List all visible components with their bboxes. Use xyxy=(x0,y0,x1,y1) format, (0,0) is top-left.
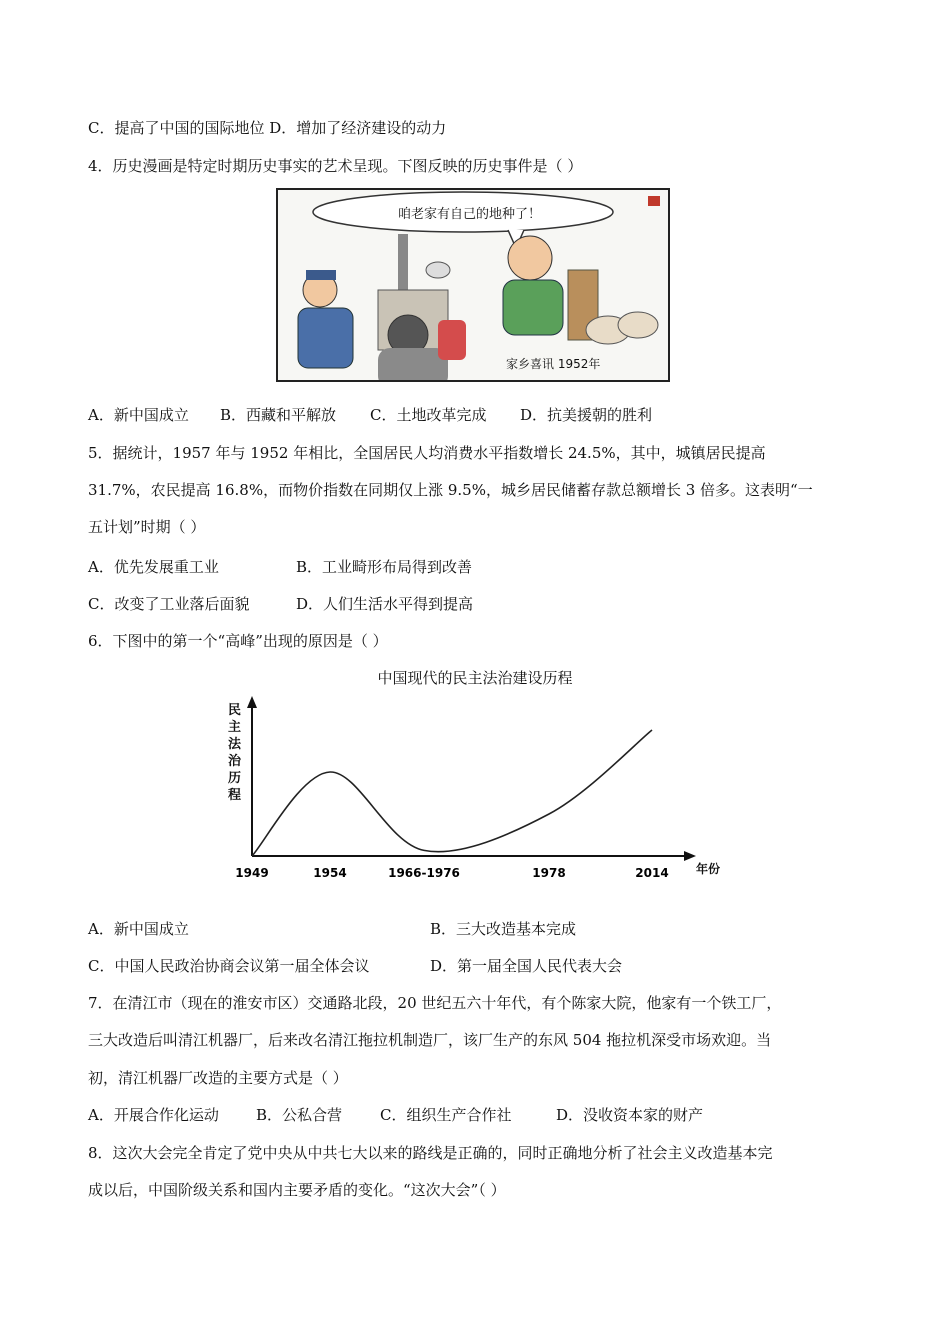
y-axis-label: 民主法治历程 xyxy=(228,703,242,803)
q6-option-b: B．三大改造基本完成 xyxy=(430,920,577,938)
x-tick-label: 1978 xyxy=(532,866,566,880)
x-tick-label: 1966-1976 xyxy=(388,866,460,880)
q5-line-3: 五计划”时期（ ） xyxy=(88,518,206,536)
q5-line-1: 5．据统计，1957 年与 1952 年相比，全国居民人均消费水平指数增长 24.5%，其中，城镇居民提高 xyxy=(88,444,766,462)
cartoon-caption: 家乡喜讯 1952年 xyxy=(506,357,601,371)
x-tick-labels xyxy=(235,866,668,880)
q8-line-1: 8．这次大会完全肯定了党中央从中共七大以来的路线是正确的，同时正确地分析了社会主义改造基本完 xyxy=(88,1144,773,1162)
q5-option-b: B．工业畸形布局得到改善 xyxy=(296,558,473,576)
x-tick-label: 2014 xyxy=(635,866,669,880)
x-tick-label: 1954 xyxy=(313,866,347,880)
q6-option-d: D．第一届全国人民代表大会 xyxy=(430,957,623,975)
q5-line-2: 31.7%，农民提高 16.8%，而物价指数在同期仅上涨 9.5%，城乡居民储蓄存款总额增长 3 倍多。这表明“一 xyxy=(88,481,813,499)
cartoon-drawing xyxy=(278,190,668,380)
q7-line-3: 初，清江机器厂改造的主要方式是（ ） xyxy=(88,1069,348,1087)
q6-stem: 6．下图中的第一个“高峰”出现的原因是（ ） xyxy=(88,632,388,650)
q6-option-a: A．新中国成立 xyxy=(88,920,189,938)
q7-line-1: 7．在清江市（现在的淮安市区）交通路北段，20 世纪五六十年代，有个陈家大院，他家有一个铁工厂， xyxy=(88,994,782,1012)
x-axis-label: 年份 xyxy=(696,862,721,876)
x-tick-label: 1949 xyxy=(235,866,269,880)
q4-option-c: C．土地改革完成 xyxy=(370,406,487,424)
chart-svg xyxy=(222,696,732,886)
q5-option-a: A．优先发展重工业 xyxy=(88,558,219,576)
chart-title: 中国现代的民主法治建设历程 xyxy=(377,669,573,687)
cartoon-speech-text: 咱老家有自己的地种了！ xyxy=(398,207,542,222)
x-axis-arrow xyxy=(684,851,696,861)
q7-option-d: D．没收资本家的财产 xyxy=(556,1106,704,1124)
history-cartoon xyxy=(276,188,670,382)
q4-option-d: D．抗美援朝的胜利 xyxy=(520,406,653,424)
q7-option-c: C．组织生产合作社 xyxy=(380,1106,512,1124)
q7-option-a: A．开展合作化运动 xyxy=(88,1106,219,1124)
q5-option-c: C．改变了工业落后面貌 xyxy=(88,595,250,613)
y-axis-arrow xyxy=(247,696,257,708)
series-line xyxy=(252,730,652,856)
q4-option-a: A．新中国成立 xyxy=(88,406,189,424)
q8-line-2: 成以后，中国阶级关系和国内主要矛盾的变化。“这次大会”（ ） xyxy=(88,1181,506,1199)
democracy-law-chart xyxy=(222,696,732,890)
q7-option-b: B．公私合营 xyxy=(256,1106,343,1124)
q3-options: C．提高了中国的国际地位 D．增加了经济建设的动力 xyxy=(88,119,447,137)
q6-option-c: C．中国人民政治协商会议第一届全体会议 xyxy=(88,957,370,975)
q5-option-d: D．人们生活水平得到提高 xyxy=(296,595,474,613)
q4-stem: 4．历史漫画是特定时期历史事实的艺术呈现。下图反映的历史事件是（ ） xyxy=(88,157,583,175)
q4-option-b: B．西藏和平解放 xyxy=(220,406,337,424)
q7-line-2: 三大改造后叫清江机器厂，后来改名清江拖拉机制造厂，该厂生产的东风 504 拖拉机深受市场欢迎。当 xyxy=(88,1031,772,1049)
